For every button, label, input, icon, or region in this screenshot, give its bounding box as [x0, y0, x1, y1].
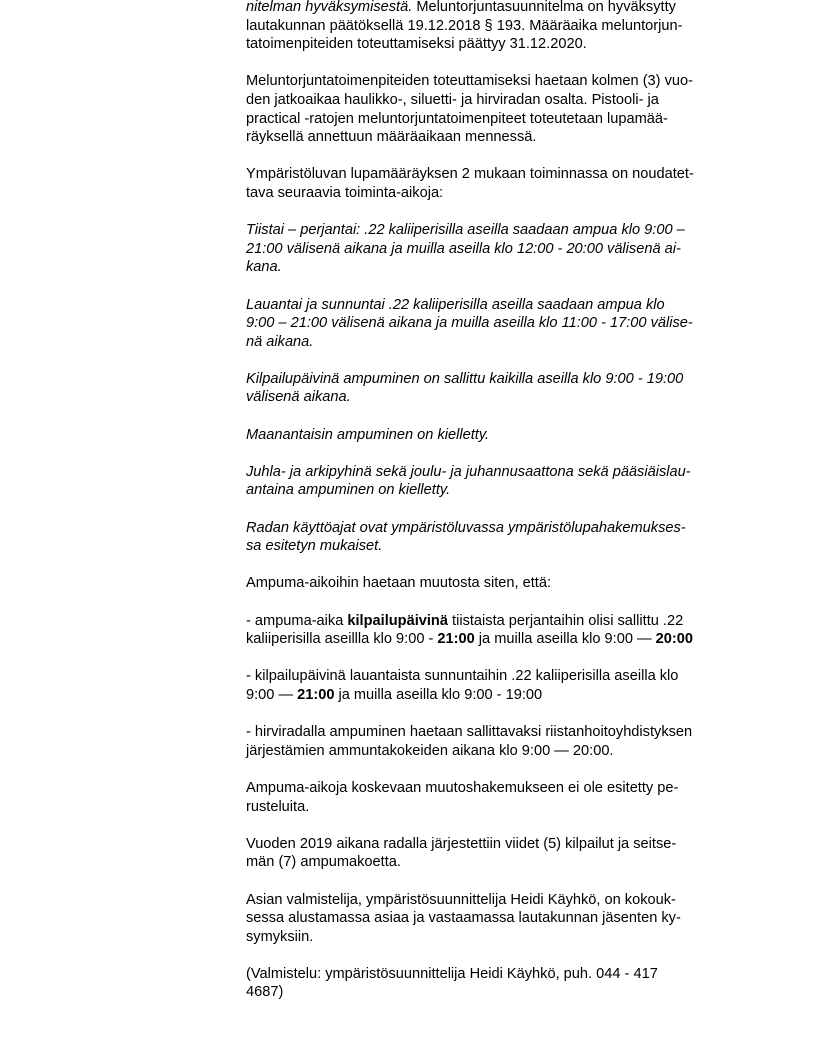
bold-text: 21:00 — [297, 686, 335, 703]
text-line: tava seuraavia toiminta-aikoja: — [246, 184, 444, 201]
paragraph-range-users — [246, 519, 744, 556]
paragraph-moose-range-change — [246, 723, 744, 760]
bold-text: 21:00 — [437, 631, 475, 648]
text-line: 4687) — [246, 984, 284, 1001]
text-line: - hirviradalla ampuminen haetaan sallittavaksi riistanhoitoyhdistyksen — [246, 724, 693, 741]
paragraph-tue-fri-hours — [246, 221, 744, 277]
bold-text: kilpailupäivinä — [347, 612, 448, 629]
paragraph-plan-approval — [246, 0, 744, 54]
text-line: Radan käyttöajat ovat ympäristöluvassa ympäristölupahakemukses- — [246, 519, 686, 536]
paragraph-no-justification — [246, 779, 744, 816]
text-span: Meluntorjuntasuunnitelma on hyväksytty — [412, 0, 676, 15]
text-line: sessa alustamassa asiaa ja vastaamassa lautakunnan jäsenten ky- — [246, 910, 681, 927]
document-page — [246, 0, 744, 1021]
text-line: kana. — [246, 259, 282, 276]
text-line — [246, 686, 744, 705]
paragraph-operating-hours-intro — [246, 165, 744, 202]
text-line: rusteluita. — [246, 798, 310, 815]
text-line: den jatkoaikaa haulikko-, siluetti- ja hirviradan osalta. Pistooli- ja — [246, 91, 659, 108]
text-line: Lauantai ja sunnuntai .22 kaliiperisilla aseilla saadaan ampua klo — [246, 296, 665, 313]
text-span: tiistaista perjantaihin olisi sallittu .22 — [447, 612, 684, 629]
text-span: ja muilla aseilla klo 9:00 - 19:00 — [334, 686, 543, 703]
text-line: Tiistai – perjantai: .22 kaliiperisilla aseilla saadaan ampua klo 9:00 – — [246, 222, 685, 239]
text-line: 21:00 välisenä aikana ja muilla aseilla klo 12:00 - 20:00 välisenä ai- — [246, 240, 681, 257]
text-line: välisenä aikana. — [246, 389, 351, 406]
text-line — [246, 630, 744, 649]
text-line: sa esitetyn mukaiset. — [246, 538, 383, 555]
paragraph-extension-request — [246, 72, 744, 146]
text-line: Kilpailupäivinä ampuminen on sallittu kaikilla aseilla klo 9:00 - 19:00 — [246, 370, 684, 387]
text-line: Juhla- ja arkipyhinä sekä joulu- ja juhannusaattona sekä pääsiäislau- — [246, 463, 691, 480]
text-span: - ampuma-aika — [246, 612, 348, 629]
text-line: Asian valmistelija, ympäristösuunnittelija Heidi Käyhkö, on kokouk- — [246, 891, 676, 908]
text-line: Vuoden 2019 aikana radalla järjestettiin viidet (5) kilpailut ja seitse- — [246, 835, 677, 852]
paragraph-mondays — [246, 426, 744, 445]
text-line: Ampuma-aikoihin haetaan muutosta siten, että: — [246, 575, 552, 592]
text-line: Ampuma-aikoja koskevaan muutoshakemukseen ei ole esitetty pe- — [246, 779, 679, 796]
text-line: nä aikana. — [246, 333, 314, 350]
text-line: Meluntorjuntatoimenpiteiden toteuttamiseksi haetaan kolmen (3) vuo- — [246, 73, 693, 90]
paragraph-preparer — [246, 891, 744, 947]
paragraph-contact — [246, 965, 744, 1002]
paragraph-change-request-intro — [246, 574, 744, 593]
text-line: (Valmistelu: ympäristösuunnittelija Heidi Käyhkö, puh. 044 - 417 — [246, 965, 658, 982]
paragraph-2019-events — [246, 835, 744, 872]
bold-text: 20:00 — [655, 631, 693, 648]
text-line: 9:00 – 21:00 välisenä aikana ja muilla aseilla klo 11:00 - 17:00 välise- — [246, 315, 693, 332]
text-line — [246, 612, 744, 631]
text-line: män (7) ampumakoetta. — [246, 854, 401, 871]
text-span: ja muilla aseilla klo 9:00 — — [474, 631, 656, 648]
text-line: lautakunnan päätöksellä 19.12.2018 § 193. Määräaika meluntorjun- — [246, 17, 683, 34]
paragraph-weekend-hours — [246, 296, 744, 352]
italic-text: nitelman hyväksymisestä. — [246, 0, 413, 15]
paragraph-competition-weekday-change — [246, 612, 744, 649]
text-line: järjestämien ammuntakokeiden aikana klo 9:00 — 20:00. — [246, 742, 614, 759]
paragraph-holidays — [246, 463, 744, 500]
paragraph-competition-weekend-change — [246, 667, 744, 704]
text-line: Maanantaisin ampuminen on kielletty. — [246, 426, 490, 443]
text-line: räyksellä annettuun määräaikaan mennessä. — [246, 129, 537, 146]
text-span: kaliiperisilla aseillla klo 9:00 - — [246, 631, 438, 648]
text-line: Ympäristöluvan lupamääräyksen 2 mukaan toiminnassa on noudatet- — [246, 166, 694, 183]
text-span: 9:00 — — [246, 686, 298, 703]
text-line: symyksiin. — [246, 928, 314, 945]
text-line: - kilpailupäivinä lauantaista sunnuntaihin .22 kaliiperisilla aseilla klo — [246, 668, 679, 685]
text-line: tatoimenpiteiden toteuttamiseksi päättyy 31.12.2020. — [246, 36, 587, 53]
text-line — [246, 0, 744, 17]
text-line: antaina ampuminen on kielletty. — [246, 482, 451, 499]
paragraph-competition-days — [246, 370, 744, 407]
text-line: practical -ratojen meluntorjuntatoimenpiteet toteutetaan lupamää- — [246, 110, 668, 127]
